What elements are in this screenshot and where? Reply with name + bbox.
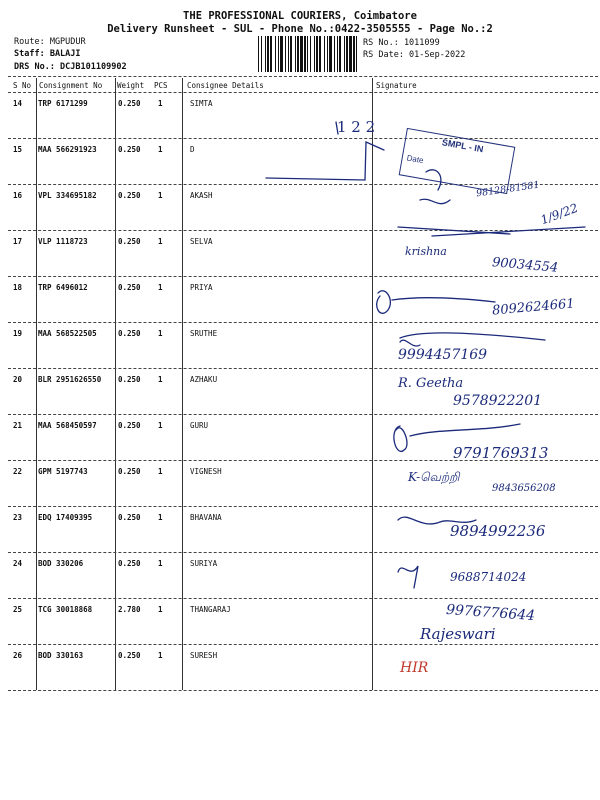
handwritten-name: Rajeswari [420,625,496,643]
rs-number: RS No.: 1011099 [363,38,440,48]
row-sno: 23 [13,513,23,522]
row-consignment-no: MAA 566291923 [38,145,97,154]
row-consignment-no: BOD 330206 [38,559,84,568]
company-title: THE PROFESSIONAL COURIERS, Coimbatore [183,10,417,22]
row-consignment-no: TRP 6496012 [38,283,88,292]
row-consignee: PRIYA [190,283,213,292]
row-weight: 0.250 [118,513,141,522]
row-weight: 0.250 [118,651,141,660]
handwritten-mark: HIR [400,660,429,676]
row-consignee: VIGNESH [190,467,222,476]
row-consignee: SELVA [190,237,213,246]
row-weight: 0.250 [118,559,141,568]
handwritten-phone: 9894992236 [450,522,546,540]
handwritten-phone: 9976776644 [445,601,536,625]
row-pcs: 1 [158,375,163,384]
stamp-text: SMPL - IN [441,137,485,155]
row-consignee: GURU [190,421,209,430]
row-sno: 17 [13,237,23,246]
runsheet-subtitle: Delivery Runsheet - SUL - Phone No.:0422-3505555 - Page No.:2 [107,23,493,35]
col-weight: Weight [117,81,145,90]
row-consignee: D [190,145,195,154]
row-sno: 18 [13,283,23,292]
row-weight: 2.780 [118,605,141,614]
row-pcs: 1 [158,605,163,614]
row-consignee: AKASH [190,191,213,200]
row-weight: 0.250 [118,237,141,246]
row-sno: 24 [13,559,23,568]
stamp-date-label: Date [406,153,425,166]
route-label: Route: MGPUDUR [14,37,86,47]
drs-number: DRS No.: DCJB101109902 [14,62,127,72]
row-sno: 19 [13,329,23,338]
col-consignee: Consignee Details [187,81,264,90]
row-consignee: THANGARAJ [190,605,231,614]
handwritten-phone: 90034554 [491,255,559,276]
col-consignment: Consignment No [39,81,103,90]
row-consignment-no: VLP 1118723 [38,237,88,246]
row-weight: 0.250 [118,375,141,384]
row-pcs: 1 [158,145,163,154]
handwritten-phone: 9791769313 [453,444,549,462]
row-consignment-no: TCG 30018868 [38,605,93,614]
row-pcs: 1 [158,513,163,522]
row-consignee: SURIYA [190,559,218,568]
handwritten-phone: 9843656208 [492,483,556,494]
row-weight: 0.250 [118,283,141,292]
staff-label: Staff: BALAJI [14,49,81,59]
handwritten-name: krishna [405,245,447,258]
row-consignee: SURESH [190,651,218,660]
handwritten-phone: 9578922201 [453,393,543,409]
handwritten-phone: 9994457169 [398,347,488,363]
row-consignee: AZHAKU [190,375,218,384]
row-pcs: 1 [158,99,163,108]
row-pcs: 1 [158,467,163,476]
row-pcs: 1 [158,559,163,568]
row-pcs: 1 [158,237,163,246]
row-consignee: BHAVANA [190,513,222,522]
row-sno: 26 [13,651,23,660]
row-consignment-no: EDQ 17409395 [38,513,93,522]
row-sno: 22 [13,467,23,476]
row-consignment-no: GPM 5197743 [38,467,88,476]
handwritten-phone: 8092624661 [491,296,576,319]
row-sno: 16 [13,191,23,200]
row-consignment-no: VPL 334695182 [38,191,97,200]
row-weight: 0.250 [118,191,141,200]
row-weight: 0.250 [118,329,141,338]
row-consignee: SIMTA [190,99,213,108]
row-sno: 14 [13,99,23,108]
row-consignment-no: TRP 6171299 [38,99,88,108]
row-consignment-no: MAA 568450597 [38,421,97,430]
handwritten-name: K-வெற்றி [408,470,460,484]
handwritten-date: 1/9/22 [538,200,580,228]
handwritten-phone: 9688714024 [450,570,527,584]
row-weight: 0.250 [118,421,141,430]
handwritten-mark: 1 2 2 [337,118,376,136]
row-sno: 20 [13,375,23,384]
row-sno: 15 [13,145,23,154]
row-sno: 21 [13,421,23,430]
row-weight: 0.250 [118,99,141,108]
row-consignment-no: BLR 2951626550 [38,375,102,384]
col-pcs: PCS [154,81,168,90]
row-weight: 0.250 [118,145,141,154]
col-sno: S No [13,81,32,90]
col-signature: Signature [376,81,417,90]
row-consignee: SRUTHE [190,329,218,338]
row-pcs: 1 [158,283,163,292]
handwritten-phone: 98128-81581 [475,179,541,200]
row-weight: 0.250 [118,467,141,476]
row-sno: 25 [13,605,23,614]
row-pcs: 1 [158,191,163,200]
row-pcs: 1 [158,651,163,660]
row-consignment-no: MAA 568522505 [38,329,97,338]
rs-date: RS Date: 01-Sep-2022 [363,50,466,60]
row-pcs: 1 [158,421,163,430]
handwritten-name: R. Geetha [398,376,464,391]
row-pcs: 1 [158,329,163,338]
row-consignment-no: BOD 330163 [38,651,84,660]
